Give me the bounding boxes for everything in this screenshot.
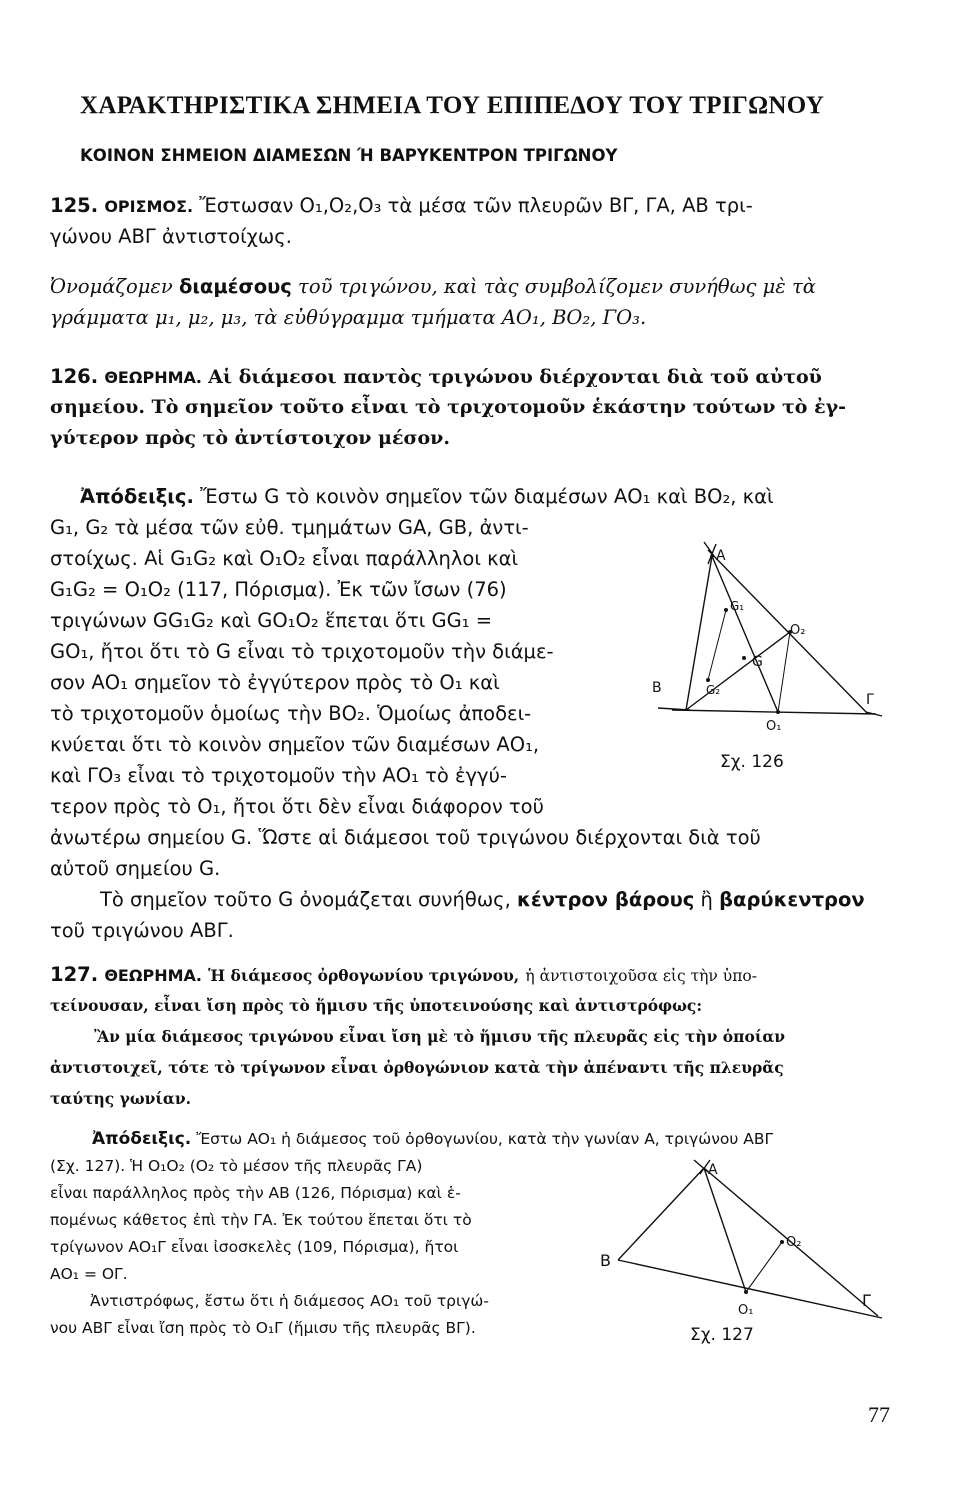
s125-line-1: [50, 190, 896, 221]
s127-proof-top: [50, 1126, 896, 1153]
s127-q7: Ἀντιστρόφως, ἔστω ὅτι ἡ διάμεσος ΑΟ₁ τοῦ τριγώ-: [90, 1292, 489, 1310]
fig126-median-AO1: [712, 556, 778, 712]
s126-p2: G₁, G₂ τὰ μέσα τῶν εὐθ. τμημάτων GA, GB, ἀντι-: [50, 516, 529, 539]
figure-127: [596, 1150, 896, 1330]
fig126-label-G2: G₂: [706, 683, 721, 697]
section-subtitle: ΚΟΙΝΟΝ ΣΗΜΕΙΟΝ ΔΙΑΜΕΣΩΝ Ή ΒΑΡΥΚΕΝΤΡΟΝ ΤΡΙΓΩΝΟΥ: [80, 146, 618, 165]
page-number: 77: [868, 1402, 890, 1427]
s127-q3: εἶναι παράλληλος πρὸς τὴν ΑΒ (126, Πόρισμα) καὶ ἑ-: [50, 1184, 461, 1202]
fig127-label-B: B: [600, 1251, 611, 1270]
s126-proof-narrow: [50, 512, 620, 822]
s127-line-3: Ἂν μία διάμεσος τριγώνου εἶναι ἴση μὲ τὸ ἥμισυ τῆς πλευρᾶς εἰς τὴν ὁποίαν: [94, 1027, 786, 1046]
s126-p11: τερον πρὸς τὸ Ο₁, ἤτοι ὅτι δὲν εἶναι διάφορον τοῦ: [50, 795, 544, 818]
fig127-line-O1O2: [746, 1242, 782, 1292]
s127-q4: πομένως κάθετος ἐπὶ τὴν ΓΑ. Ἐκ τούτου ἕπεται ὅτι τὸ: [50, 1211, 472, 1229]
page-title: ΧΑΡΑΚΤΗΡΙΣΤΙΚΑ ΣΗΜΕΙΑ ΤΟΥ ΕΠΙΠΕΔΟΥ ΤΟΥ ΤΡΙΓΩΝΟΥ: [80, 92, 825, 119]
fig126-line-G1G2: [708, 610, 726, 680]
s126-p10: καὶ ΓΟ₃ εἶναι τὸ τριχοτομοῦν τὴν ΑΟ₁ τὸ ἐγγύ-: [50, 764, 507, 787]
fig126-point-G1: [724, 608, 728, 612]
fig126-line-BC: [672, 710, 876, 714]
fig126-label-B: B: [652, 680, 662, 696]
s126-line-1: [50, 361, 896, 392]
fig126-label-A: A: [716, 548, 726, 564]
figure-126-caption: Σχ. 126: [720, 752, 784, 772]
s125-line-3: [50, 271, 896, 302]
s126-p12: ἀνωτέρω σημείου G. Ὥστε αἱ διάμεσοι τοῦ τριγώνου διέρχονται διὰ τοῦ: [50, 826, 761, 849]
s125-line-2: γώνου ΑΒΓ ἀντιστοίχως.: [50, 225, 292, 248]
s127-number: 127.: [50, 963, 99, 986]
s126-p14c: ἢ: [700, 888, 713, 911]
s127-q5: τρίγωνον ΑΟ₁Γ εἶναι ἰσοσκελὲς (109, Πόρισμα), ἤτοι: [50, 1238, 459, 1256]
fig126-point-O1: [776, 710, 780, 714]
s125-text-1: Ἔστωσαν Ο₁,Ο₂,Ο₃ τὰ μέσα τῶν πλευρῶν ΒΓ, ΓΑ, ΑΒ τρι-: [199, 194, 753, 217]
fig126-line-O1O2: [778, 632, 790, 712]
s126-number: 126.: [50, 365, 99, 388]
s126-proof-top: [50, 481, 896, 512]
fig126-label-G1: G₁: [730, 599, 745, 613]
s126-p5: τριγώνων GG₁G₂ καὶ GO₁O₂ ἕπεται ὅτι GG₁ =: [50, 609, 493, 632]
s126-p4: G₁G₂ = Ο₁Ο₂ (117, Πόρισμα). Ἐκ τῶν ἴσων (76): [50, 578, 507, 601]
s127-text-1a: Ἡ διάμεσος ὀρθογωνίου τριγώνου,: [208, 966, 520, 985]
fig126-label-O1: O₁: [766, 719, 782, 734]
s125-line-4: γράμματα μ₁, μ₂, μ₃, τὰ εὐθύγραμμα τμήματα ΑΟ₁, ΒΟ₂, ΓΟ₃.: [50, 306, 647, 329]
s125-definition: [50, 271, 896, 333]
s127-text-1b: ἡ ἀντιστοιχοῦσα εἰς τὴν ὑπο-: [525, 967, 757, 985]
figure-127-caption: Σχ. 127: [690, 1325, 754, 1345]
s126-line-2: σημείου. Τὸ σημεῖον τοῦτο εἶναι τὸ τριχοτομοῦν ἑκάστην τούτων τὸ ἐγ-: [50, 396, 847, 418]
fig127-point-O2: [780, 1240, 784, 1244]
s127-q2: (Σχ. 127). Ἡ Ο₁Ο₂ (Ο₂ τὸ μέσον τῆς πλευρᾶς ΓΑ): [50, 1157, 423, 1175]
s126-p9: κνύεται ὅτι τὸ κοινὸν σημεῖον τῶν διαμέσων ΑΟ₁,: [50, 733, 540, 756]
s126-p14: [50, 884, 896, 915]
s126-p15: τοῦ τριγώνου ΑΒΓ.: [50, 919, 234, 942]
section-127: [50, 959, 896, 1114]
fig126-point-G2: [706, 678, 710, 682]
section-125: [50, 190, 896, 252]
fig126-line-BC-ext: [658, 708, 690, 710]
s127-line-2: τείνουσαν, εἶναι ἴση πρὸς τὸ ἥμισυ τῆς ὑποτεινούσης καὶ ἀντιστρόφως:: [50, 996, 703, 1015]
fig127-line-AB: [618, 1168, 704, 1260]
s126-text-1: Αἱ διάμεσοι παντὸς τριγώνου διέρχονται διὰ τοῦ αὐτοῦ: [208, 366, 822, 388]
s127-proof-narrow: [50, 1153, 590, 1342]
s126-p13: αὐτοῦ σημείου G.: [50, 857, 221, 880]
s127-line-1: [50, 959, 896, 990]
fig127-label-A: A: [708, 1162, 718, 1178]
s127-q8: νου ΑΒΓ εἶναι ἴση πρὸς τὸ Ο₁Γ (ἥμισυ τῆς πλευρᾶς ΒΓ).: [50, 1319, 476, 1337]
s126-p6: GO₁, ἤτοι ὅτι τὸ G εἶναι τὸ τριχοτομοῦν τὴν διάμε-: [50, 640, 554, 663]
s125-text-3a: Ὀνομάζομεν: [50, 275, 173, 298]
s127-heading: ΘΕΩΡΗΜΑ.: [104, 966, 202, 985]
s126-p3: στοίχως. Αἱ G₁G₂ καὶ Ο₁Ο₂ εἶναι παράλληλοι καὶ: [50, 547, 519, 570]
s126-term-center: κέντρον βάρους: [517, 888, 695, 911]
s127-q1: Ἔστω ΑΟ₁ ἡ διάμεσος τοῦ ὀρθογωνίου, κατὰ τὴν γωνίαν Α, τριγώνου ΑΒΓ: [196, 1130, 774, 1148]
s126-proof-bottom: [50, 822, 896, 946]
fig126-label-G: G: [752, 654, 763, 670]
fig126-label-O2: O₂: [790, 623, 806, 638]
s127-line-5: ταύτης γωνίαν.: [50, 1089, 191, 1108]
s126-heading: ΘΕΩΡΗΜΑ.: [104, 368, 202, 387]
s127-proof-label: Ἀπόδειξις.: [92, 1129, 192, 1149]
s126-term-barycenter: βαρύκεντρον: [719, 888, 865, 911]
s125-heading: ΟΡΙΣΜΟΣ.: [104, 197, 194, 216]
fig126-point-G: [742, 656, 746, 660]
s125-number: 125.: [50, 194, 99, 217]
fig127-point-O1: [744, 1290, 748, 1294]
s125-term: διαμέσους: [178, 275, 292, 298]
s127-q6: ΑΟ₁ = ΟΓ.: [50, 1265, 128, 1283]
s126-proof-line-1: [50, 481, 896, 512]
fig127-label-C: Γ: [862, 1291, 871, 1310]
s127-proof-line-1: [50, 1126, 896, 1153]
fig127-label-O1: O₁: [738, 1303, 754, 1318]
s126-line-3: γύτερον πρὸς τὸ ἀντίστοιχον μέσον.: [50, 427, 450, 449]
section-126: [50, 361, 896, 454]
fig126-label-C: Γ: [866, 692, 874, 708]
s126-proof-label: Ἀπόδειξις.: [80, 485, 194, 508]
fig126-median-BO2: [686, 632, 790, 710]
s126-p7: σον ΑΟ₁ σημεῖον τὸ ἐγγύτερον πρὸς τὸ Ο₁ καὶ: [50, 671, 500, 694]
s125-text-3c: τοῦ τριγώνου, καὶ τὰς συμβολίζομεν συνήθως μὲ τὰ: [298, 275, 816, 298]
s127-line-4: ἀντιστοιχεῖ, τότε τὸ τρίγωνον εἶναι ὀρθογώνιον κατὰ τὴν ἀπέναντι τῆς πλευρᾶς: [50, 1058, 784, 1077]
fig127-label-O2: O₂: [786, 1235, 802, 1250]
fig126-point-A: [710, 554, 714, 558]
s126-p14a: Τὸ σημεῖον τοῦτο G ὀνομάζεται συνήθως,: [100, 888, 511, 911]
s126-p1: Ἔστω G τὸ κοινὸν σημεῖον τῶν διαμέσων ΑΟ₁ καὶ ΒΟ₂, καὶ: [200, 485, 774, 508]
s126-p8: τὸ τριχοτομοῦν ὁμοίως τὴν ΒΟ₂. Ὁμοίως ἀποδει-: [50, 702, 532, 725]
